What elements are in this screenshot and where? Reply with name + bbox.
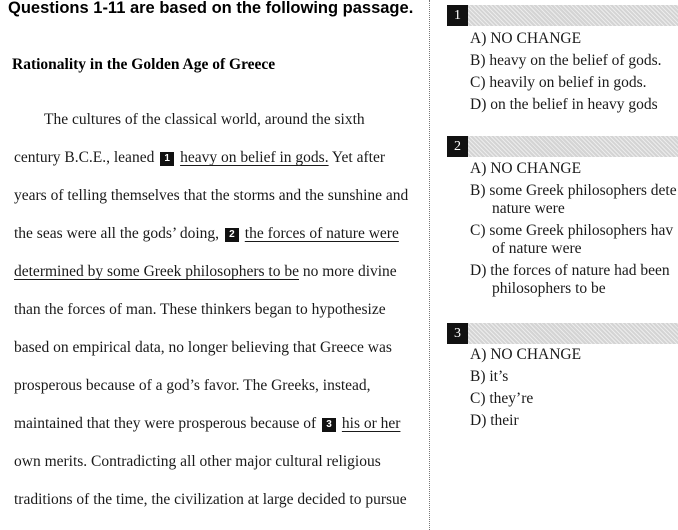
- question-marker-1[interactable]: 1: [160, 152, 174, 166]
- question-marker-3[interactable]: 3: [322, 418, 336, 432]
- question-1-number: 1: [447, 5, 468, 26]
- question-2-option-c[interactable]: C) some Greek philosophers hav: [470, 222, 674, 239]
- passage-line: [14, 225, 399, 243]
- question-2-option-d[interactable]: D) the forces of nature had been: [470, 262, 670, 279]
- question-1-option-a[interactable]: A) NO CHANGE: [470, 30, 582, 47]
- question-1-option-c[interactable]: C) heavily on belief in gods.: [470, 74, 647, 91]
- column-divider: [429, 0, 430, 530]
- question-2-option-b-cont[interactable]: nature were: [492, 200, 565, 217]
- question-3-option-d[interactable]: D) their: [470, 412, 519, 429]
- underlined-phrase-2-cont[interactable]: determined by some Greek philosophers to be: [14, 263, 299, 280]
- question-3-option-a[interactable]: A) NO CHANGE: [470, 346, 582, 363]
- passage-line: than the forces of man. These thinkers began to hypothesize: [14, 301, 386, 318]
- passage-title: Rationality in the Golden Age of Greece: [12, 56, 276, 73]
- underlined-phrase-2[interactable]: the forces of nature were: [244, 225, 399, 242]
- question-2-number: 2: [447, 136, 468, 157]
- passage-line: traditions of the time, the civilization at large decided to pursue: [14, 491, 407, 508]
- passage-line: prosperous because of a god’s favor. The Greeks, instead,: [14, 377, 371, 394]
- question-3-option-c[interactable]: C) they’re: [470, 390, 534, 407]
- question-2-option-c-cont[interactable]: of nature were: [492, 240, 582, 257]
- passage-text: the seas were all the gods’ doing,: [14, 225, 220, 242]
- passage-text: no more divine: [302, 263, 397, 280]
- passage-text: maintained that they were prosperous because of: [14, 415, 317, 432]
- question-2-option-b[interactable]: B) some Greek philosophers dete: [470, 182, 677, 199]
- question-1-header: [447, 5, 678, 26]
- passage-header: Questions 1-11 are based on the following passage.: [8, 0, 414, 17]
- passage-text: Yet after: [331, 149, 385, 166]
- question-1-option-b[interactable]: B) heavy on the belief of gods.: [470, 52, 662, 69]
- question-3-header: [447, 323, 678, 344]
- passage-line: years of telling themselves that the storms and the sunshine and: [14, 187, 409, 204]
- question-3-option-b[interactable]: B) it’s: [470, 368, 509, 385]
- question-1-option-d[interactable]: D) on the belief in heavy gods: [470, 96, 658, 113]
- question-2-option-d-cont[interactable]: philosophers to be: [492, 280, 606, 297]
- question-2-header: [447, 136, 678, 157]
- passage-text: century B.C.E., leaned: [14, 149, 155, 166]
- underlined-phrase-3[interactable]: his or her: [341, 415, 401, 432]
- passage-line: own merits. Contradicting all other major cultural religious: [14, 453, 381, 470]
- question-marker-2[interactable]: 2: [225, 228, 239, 242]
- passage-line: The cultures of the classical world, around the sixth: [44, 111, 365, 128]
- passage-line: [14, 415, 400, 433]
- question-2-option-a[interactable]: A) NO CHANGE: [470, 160, 582, 177]
- passage-line: [14, 263, 397, 281]
- question-3-number: 3: [447, 323, 468, 344]
- passage-line: based on empirical data, no longer believing that Greece was: [14, 339, 392, 356]
- passage-line: [14, 149, 385, 167]
- underlined-phrase-1[interactable]: heavy on belief in gods.: [180, 149, 329, 166]
